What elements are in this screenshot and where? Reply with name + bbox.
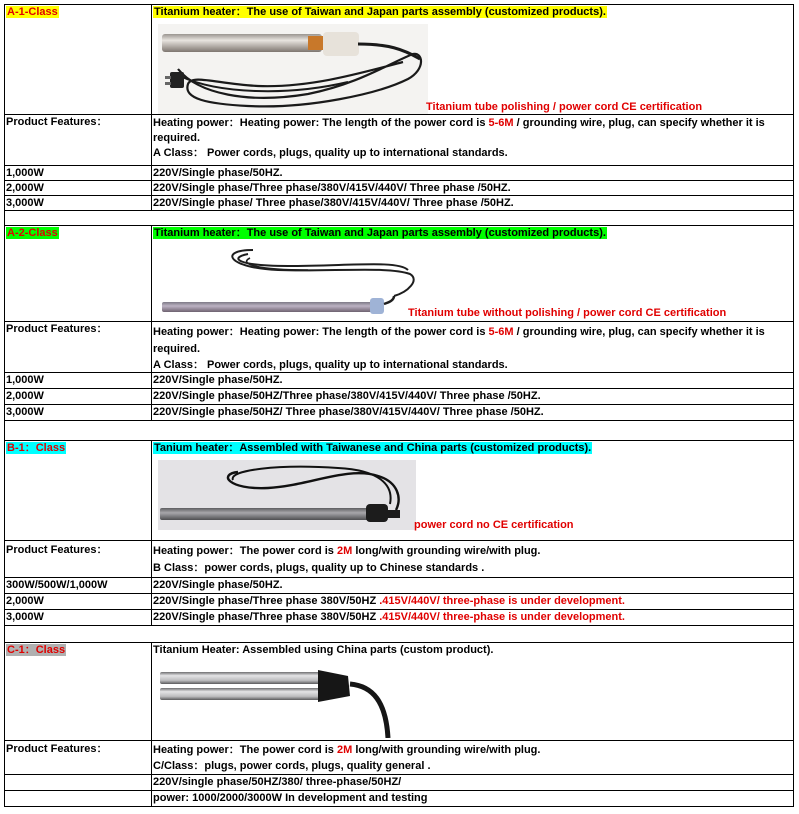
a1-feature-2: A Class： Power cords, plugs, quality up to international standards.: [153, 147, 508, 159]
b1-row-3-spec: 220V/Single phase/Three phase 380V/50HZ .415V/440V/ three-phase is under development.: [151, 609, 794, 626]
a2-title-cell: [151, 225, 794, 322]
a1-class-cell: [4, 4, 152, 115]
b1-features-label: Product Features：: [6, 544, 108, 556]
a2-row-1-spec: 220V/Single phase/50HZ.: [151, 372, 794, 389]
b1-feature-2: B Class：power cords, plugs, quality up to Chinese standards .: [153, 562, 485, 574]
a1-photo-caption: Titanium tube polishing / power cord CE certification: [426, 101, 703, 113]
c1-feature-2: C/Class：plugs, power cords, plugs, quality general .: [153, 760, 431, 772]
a2-class-cell: [4, 225, 152, 322]
section-spacer: [4, 210, 794, 226]
c1-spec-line: 220V/single phase/50HZ/380/ three-phase/50HZ/: [151, 774, 794, 791]
b1-row-2-spec: 220V/Single phase/Three phase 380V/50HZ .415V/440V/ three-phase is under development.: [151, 593, 794, 610]
b1-row-3-power: 3,000W: [4, 609, 152, 626]
a2-class-label: A-2-Class: [7, 227, 58, 239]
c1-title: Titanium Heater: Assembled using China parts (custom product).: [153, 644, 494, 656]
section-spacer: [4, 625, 794, 643]
a2-feature-2: A Class： Power cords, plugs, quality up to international standards.: [153, 359, 508, 371]
c1-heater-photo: [158, 662, 398, 738]
b1-row-2-power: 2,000W: [4, 593, 152, 610]
b1-class-cell: [4, 440, 152, 541]
b1-title-cell: [151, 440, 794, 541]
c1-power-line: power: 1000/2000/3000W In development and testing: [151, 790, 794, 807]
c1-features-cell: [151, 740, 794, 775]
c1-power-empty-cell: [4, 790, 152, 807]
a1-title-cell: [151, 4, 794, 115]
c1-feature-1: Heating power：The power cord is 2M long/with grounding wire/with plug.: [153, 744, 541, 756]
b1-features-cell: [151, 540, 794, 578]
c1-features-label: Product Features：: [6, 743, 108, 755]
a1-row-2-spec: 220V/Single phase/Three phase/380V/415V/440V/ Three phase /50HZ.: [151, 180, 794, 196]
a1-heater-photo: [158, 24, 428, 114]
a1-title: Titanium heater：The use of Taiwan and Japan parts assembly (customized products).: [154, 6, 606, 18]
c1-features-label-cell: [4, 740, 152, 775]
a2-feature-1: Heating power：Heating power: The length of the power cord is 5-6M / grounding wire, plug, can specify whether it is required.: [153, 326, 765, 355]
a1-row-3-spec: 220V/Single phase/ Three phase/380V/415V/440V/ Three phase /50HZ.: [151, 195, 794, 211]
b1-photo-caption: power cord no CE certification: [414, 519, 574, 531]
b1-heater-photo: [158, 460, 416, 530]
a2-row-2-spec: 220V/Single phase/50HZ/Three phase/380V/415V/440V/ Three phase /50HZ.: [151, 388, 794, 405]
a1-features-label: Product Features：: [6, 116, 108, 128]
b1-feature-1: Heating power：The power cord is 2M long/with grounding wire/with plug.: [153, 545, 541, 557]
a2-features-label-cell: [4, 321, 152, 373]
section-spacer: [4, 420, 794, 441]
c1-spec-empty-cell: [4, 774, 152, 791]
b1-row-1-spec: 220V/Single phase/50HZ.: [151, 577, 794, 594]
b1-title: Tanium heater：Assembled with Taiwanese and China parts (customized products).: [154, 442, 592, 454]
a2-row-2-power: 2,000W: [4, 388, 152, 405]
a2-features-label: Product Features：: [6, 323, 108, 335]
a1-features-label-cell: [4, 114, 152, 166]
b1-features-label-cell: [4, 540, 152, 578]
a2-row-3-power: 3,000W: [4, 404, 152, 421]
b1-row-1-power: 300W/500W/1,000W: [4, 577, 152, 594]
b1-class-label: B-1：Class: [7, 442, 66, 454]
a2-heater-photo: [158, 244, 416, 320]
c1-class-label: C-1：Class: [7, 644, 66, 656]
a1-class-label: A-1-Class: [7, 6, 58, 18]
a1-row-3-power: 3,000W: [4, 195, 152, 211]
a1-features-cell: [151, 114, 794, 166]
a2-title: Titanium heater：The use of Taiwan and Japan parts assembly (customized products).: [154, 227, 606, 239]
c1-class-cell: [4, 642, 152, 741]
a1-feature-1: Heating power：Heating power: The length of the power cord is 5-6M / grounding wire, plug, can specify whether it is required.: [153, 117, 765, 144]
a1-row-1-spec: 220V/Single phase/50HZ.: [151, 165, 794, 181]
a1-row-1-power: 1,000W: [4, 165, 152, 181]
a2-features-cell: [151, 321, 794, 373]
a2-row-1-power: 1,000W: [4, 372, 152, 389]
a1-row-2-power: 2,000W: [4, 180, 152, 196]
a2-photo-caption: Titanium tube without polishing / power cord CE certification: [408, 307, 727, 319]
c1-title-cell: [151, 642, 794, 741]
a2-row-3-spec: 220V/Single phase/50HZ/ Three phase/380V/415V/440V/ Three phase /50HZ.: [151, 404, 794, 421]
